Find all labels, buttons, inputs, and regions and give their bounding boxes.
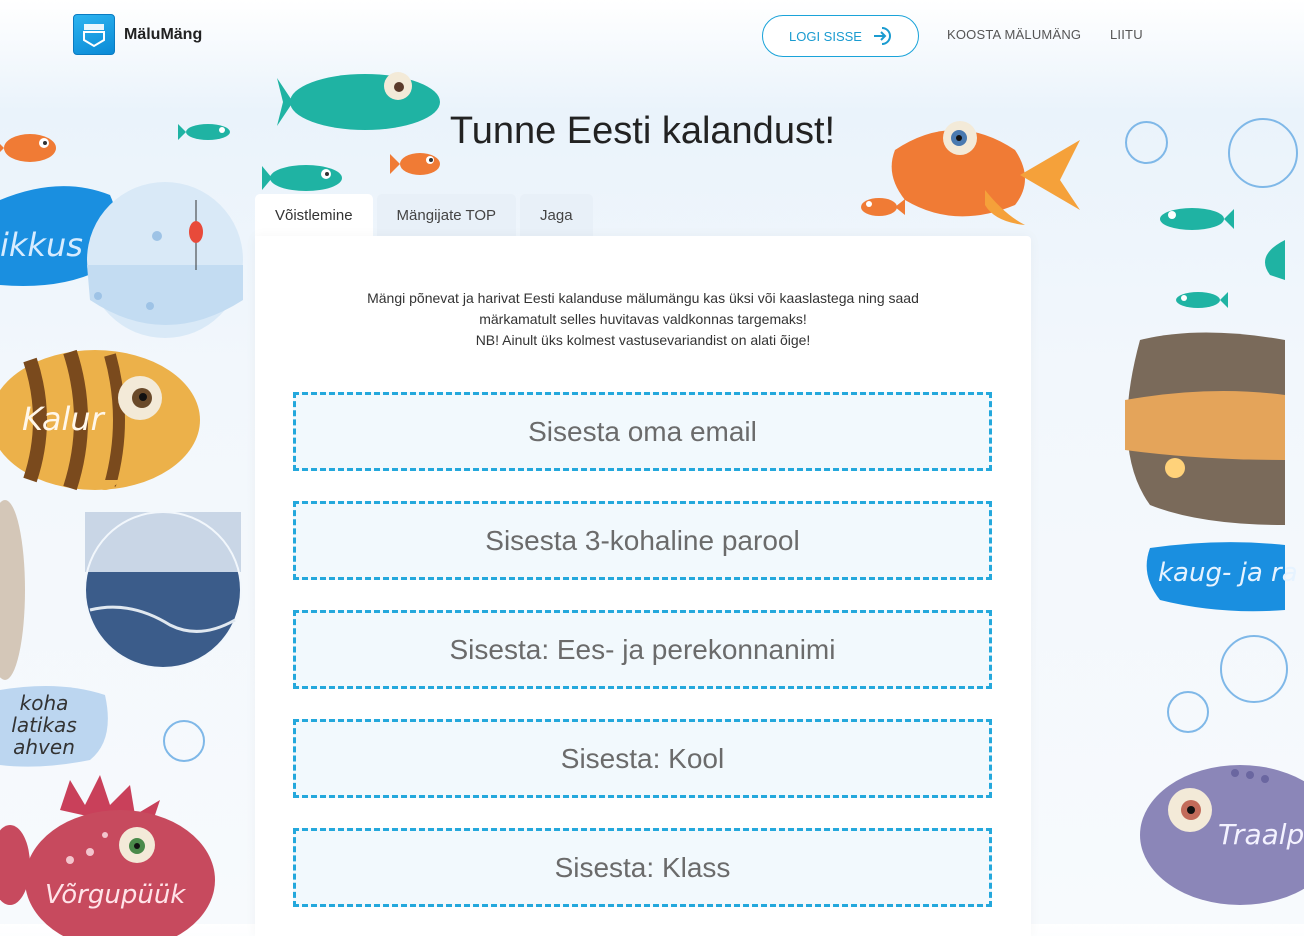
decor-label-kaug: kaug- ja ra	[1158, 558, 1298, 588]
decor-right-art	[1080, 100, 1285, 924]
nav-create-quiz[interactable]: KOOSTA MÄLUMÄNG	[947, 27, 1082, 42]
decor-label-vorgupuuk: Võrgupüük	[45, 880, 186, 910]
email-field[interactable]	[296, 395, 989, 468]
decor-label-kalur: Kalur	[22, 400, 104, 438]
bubble-circle	[163, 720, 205, 762]
school-field[interactable]	[296, 722, 989, 795]
school-field-box	[293, 719, 992, 798]
brand-logo[interactable]	[73, 14, 202, 55]
bubble-circle	[1220, 635, 1288, 703]
decor-label-fish-list	[4, 692, 84, 758]
intro-line: märkamatult selles huvitavas valdkonnas targemaks!	[479, 311, 807, 327]
intro-text	[255, 288, 1031, 351]
nav-join[interactable]: LIITU	[1110, 27, 1143, 42]
tab-share[interactable]: Jaga	[520, 194, 593, 236]
class-field-box	[293, 828, 992, 907]
tab-players-top[interactable]: Mängijate TOP	[377, 194, 517, 236]
login-arrow-icon	[872, 26, 892, 46]
tab-competition[interactable]: Võistlemine	[255, 194, 373, 236]
decor-right	[1080, 100, 1304, 924]
logo-icon	[73, 14, 115, 55]
name-field-box	[293, 610, 992, 689]
email-field-box	[293, 392, 992, 471]
password-field-box	[293, 501, 992, 580]
intro-line: Mängi põnevat ja harivat Eesti kalanduse mälumängu kas üksi või kaaslastega ning saad	[367, 290, 919, 306]
top-navbar	[0, 0, 1285, 70]
name-field[interactable]	[296, 613, 989, 686]
fish-list-item: koha	[19, 691, 69, 715]
login-button[interactable]	[762, 15, 919, 57]
password-field[interactable]	[296, 504, 989, 577]
brand-name: MäluMäng	[124, 25, 203, 43]
registration-card	[255, 236, 1031, 936]
bubble-circle	[1167, 691, 1209, 733]
fish-list-item: latikas	[11, 713, 77, 737]
page-title: Tunne Eesti kalandust!	[449, 110, 836, 152]
decor-label-ikkus: ikkus	[0, 226, 83, 264]
decor-label-traalp: Traalp	[1218, 818, 1304, 851]
class-field[interactable]	[296, 831, 989, 904]
intro-line: NB! Ainult üks kolmest vastusevariandist on alati õige!	[475, 332, 811, 348]
fish-list-item: ahven	[13, 735, 75, 759]
login-label: LOGI SISSE	[789, 28, 862, 44]
tab-bar	[255, 194, 593, 236]
